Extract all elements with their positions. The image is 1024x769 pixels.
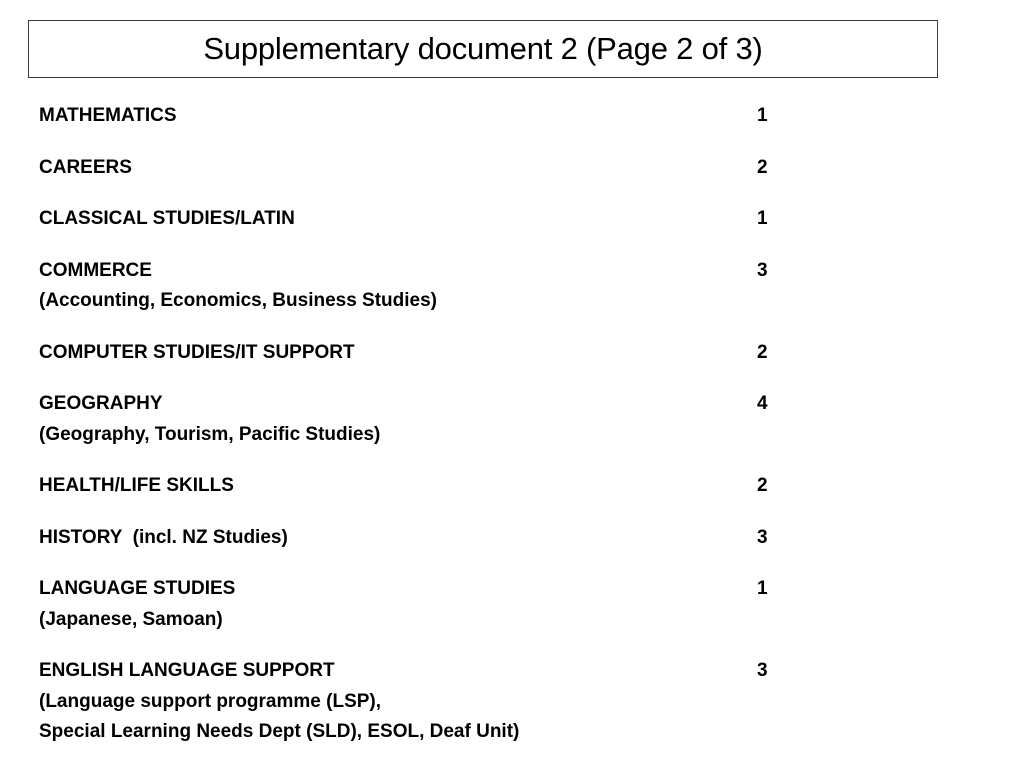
list-item (39, 471, 799, 502)
subject-count: 2 (757, 156, 768, 178)
list-item (39, 256, 799, 317)
subject-detail: Special Learning Needs Dept (SLD), ESOL, Deaf Unit) (39, 721, 520, 742)
subject-name: ENGLISH LANGUAGE SUPPORT (39, 660, 335, 681)
subject-name: LANGUAGE STUDIES (39, 578, 236, 599)
subject-name: COMMERCE (39, 259, 152, 281)
list-item (39, 338, 799, 369)
subject-name: COMPUTER STUDIES/IT SUPPORT (39, 341, 355, 363)
list-item (39, 153, 799, 184)
list-item (39, 523, 799, 554)
list-item (39, 204, 799, 235)
subject-count: 3 (757, 259, 768, 281)
subject-count: 2 (757, 475, 768, 496)
subject-name: GEOGRAPHY (39, 393, 163, 414)
subject-count: 1 (757, 105, 768, 126)
subject-name: CLASSICAL STUDIES/LATIN (39, 208, 295, 229)
subject-detail: (Geography, Tourism, Pacific Studies) (39, 423, 381, 445)
list-item (39, 101, 799, 132)
list-item (39, 389, 799, 450)
page-title: Supplementary document 2 (Page 2 of 3) (203, 31, 763, 66)
subject-list (39, 101, 799, 769)
subject-count: 3 (757, 526, 768, 548)
page-title-box (28, 20, 938, 78)
subject-count: 2 (757, 341, 768, 363)
subject-name: CAREERS (39, 156, 132, 178)
subject-name: MATHEMATICS (39, 105, 177, 126)
subject-detail: (Language support programme (LSP), (39, 690, 382, 712)
subject-count: 3 (757, 660, 768, 681)
subject-count: 1 (757, 578, 768, 599)
subject-name: HEALTH/LIFE SKILLS (39, 475, 234, 496)
subject-count: 1 (757, 208, 768, 229)
subject-count: 4 (757, 393, 768, 414)
subject-detail: (Japanese, Samoan) (39, 608, 223, 630)
subject-detail: (Accounting, Economics, Business Studies) (39, 290, 438, 311)
list-item (39, 574, 799, 635)
subject-name: HISTORY (incl. NZ Studies) (39, 526, 288, 548)
list-item (39, 656, 799, 748)
